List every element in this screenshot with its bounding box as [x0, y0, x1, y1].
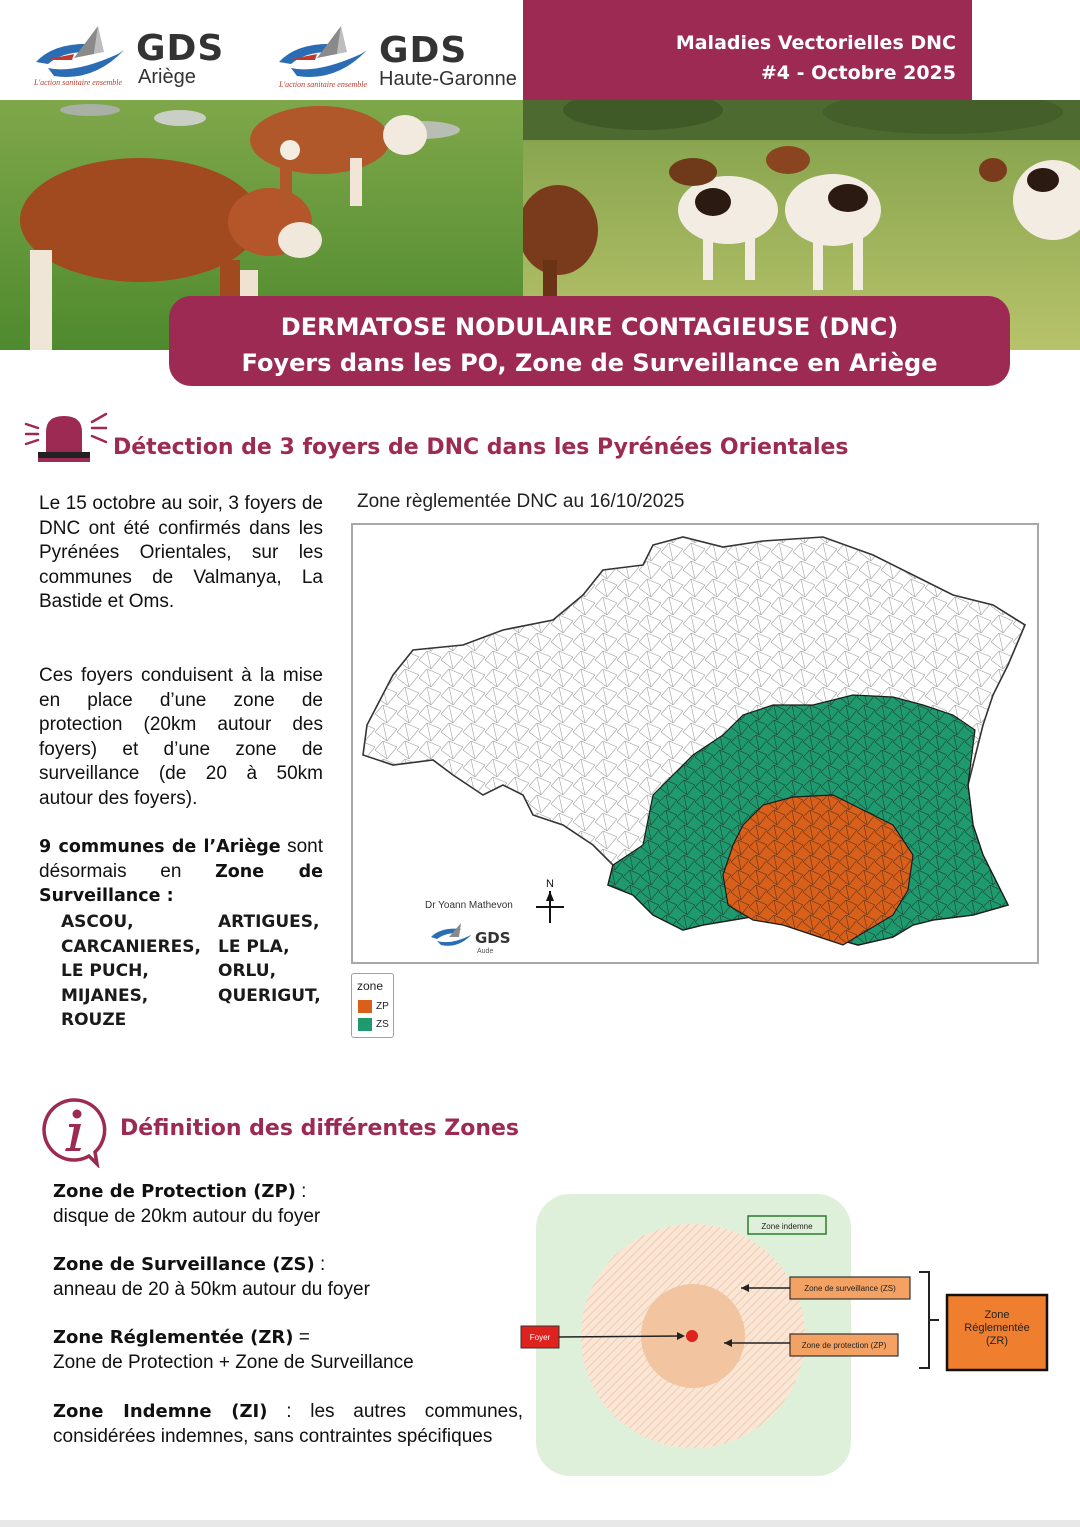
logo-gds-ariege	[34, 18, 234, 92]
map-drawing	[353, 525, 1037, 962]
ariege-communes-count: 9 communes de l’Ariège	[39, 837, 281, 857]
commune-item: CARCANIERES,	[61, 936, 201, 957]
logo-name: GDS	[136, 28, 225, 69]
north-arrow-icon	[536, 891, 564, 923]
section2-title: Définition des différentes Zones	[120, 1116, 520, 1141]
def-text: anneau de 20 à 50km autour du foyer	[53, 1278, 370, 1300]
north-label: N	[546, 878, 554, 890]
label-zone-surveillance: Zone de surveillance (ZS)	[804, 1284, 896, 1293]
map-caption: Zone règlementée DNC au 16/10/2025	[357, 491, 685, 512]
definition-zs	[53, 1253, 523, 1302]
alarm-siren-icon	[24, 412, 108, 466]
label-foyer: Foyer	[529, 1333, 551, 1342]
commune-item: ASCOU,	[61, 912, 134, 932]
def-sep: :	[314, 1254, 326, 1275]
map-author: Dr Yoann Mathevon	[425, 900, 513, 911]
zone-map	[351, 523, 1039, 964]
main-subtitle: Foyers dans les PO, Zone de Surveillance en Ariège	[241, 349, 938, 377]
legend-swatch-zs	[358, 1018, 372, 1031]
logo-name: GDS	[379, 30, 468, 71]
series-title: Maladies Vectorielles DNC	[675, 32, 956, 54]
definition-zp	[53, 1180, 523, 1229]
legend-label-zs: ZS	[376, 1019, 389, 1030]
logo-dept: Ariège	[138, 66, 196, 88]
info-icon	[39, 1096, 109, 1168]
section1-para3	[39, 835, 323, 909]
gds-aude-logo	[431, 923, 473, 946]
communes-list	[61, 910, 331, 1033]
def-text: disque de 20km autour du foyer	[53, 1205, 321, 1227]
logo-gds-haute-garonne	[277, 18, 517, 92]
def-sep: :	[295, 1181, 307, 1202]
gds-swoosh-icon	[34, 24, 130, 84]
zones-diagram	[519, 1190, 1054, 1480]
def-sep: : les autres communes, considérées indemnes, sans contraintes spécifiques	[53, 1401, 523, 1447]
commune-item: LE PUCH,	[61, 961, 149, 981]
label-zone-protection: Zone de protection (ZP)	[801, 1341, 887, 1350]
def-text: Zone de Protection + Zone de Surveillance	[53, 1351, 414, 1373]
zr-line3: (ZR)	[986, 1335, 1008, 1347]
commune-item: ARTIGUES,	[218, 912, 320, 932]
issue-number: #4 - Octobre 2025	[760, 62, 956, 84]
label-zone-indemne: Zone indemne	[761, 1222, 813, 1231]
section1-para2: Ces foyers conduisent à la mise en place d’une zone de protection (20km autour des foyers) et d’une zone de surveillance (de 20 à 50km autour des foyers).	[39, 665, 323, 809]
issue-header	[523, 0, 972, 100]
commune-item: LE PLA,	[218, 936, 290, 957]
legend-title: zone	[357, 979, 384, 993]
logo-tagline: L'action sanitaire ensemble	[279, 80, 368, 89]
commune-item: ROUZE	[61, 1010, 127, 1030]
logo-dept: Haute-Garonne	[379, 68, 517, 90]
def-sep: =	[293, 1327, 310, 1348]
map-logo-dept: Aude	[477, 948, 494, 955]
definition-zi	[53, 1400, 523, 1449]
legend-label-zp: ZP	[376, 1001, 389, 1012]
main-title-banner	[169, 296, 1010, 386]
def-term: Zone de Protection (ZP)	[53, 1181, 296, 1202]
zr-line1: Zone	[984, 1309, 1010, 1321]
foyer-dot	[686, 1330, 698, 1342]
para3-text: sont désormais en	[39, 836, 323, 882]
def-term: Zone Indemne (ZI)	[53, 1401, 268, 1422]
logo-tagline: L'action sanitaire ensemble	[34, 78, 123, 87]
def-term: Zone Réglementée (ZR)	[53, 1327, 294, 1348]
def-term: Zone de Surveillance (ZS)	[53, 1254, 315, 1275]
commune-item: ORLU,	[218, 961, 277, 981]
commune-item: QUERIGUT,	[218, 985, 321, 1006]
commune-item: MIJANES,	[61, 985, 149, 1006]
map-logo-name: GDS	[475, 929, 511, 947]
definition-zr	[53, 1326, 523, 1375]
page-bottom-bar	[0, 1520, 1080, 1527]
section1-title: Détection de 3 foyers de DNC dans les Pyrénées Orientales	[113, 435, 849, 460]
zr-line2: Réglementée	[964, 1322, 1030, 1334]
section1-para1: Le 15 octobre au soir, 3 foyers de DNC ont été confirmés dans les Pyrénées Orientales, sur les communes de Valmanya, La Bastide et Oms.	[39, 493, 323, 612]
map-legend	[351, 973, 394, 1038]
gds-swoosh-icon	[277, 24, 373, 84]
legend-swatch-zp	[358, 1000, 372, 1013]
main-title: DERMATOSE NODULAIRE CONTAGIEUSE (DNC)	[280, 313, 899, 341]
zone-surveillance-label: Zone de Surveillance :	[39, 861, 323, 906]
